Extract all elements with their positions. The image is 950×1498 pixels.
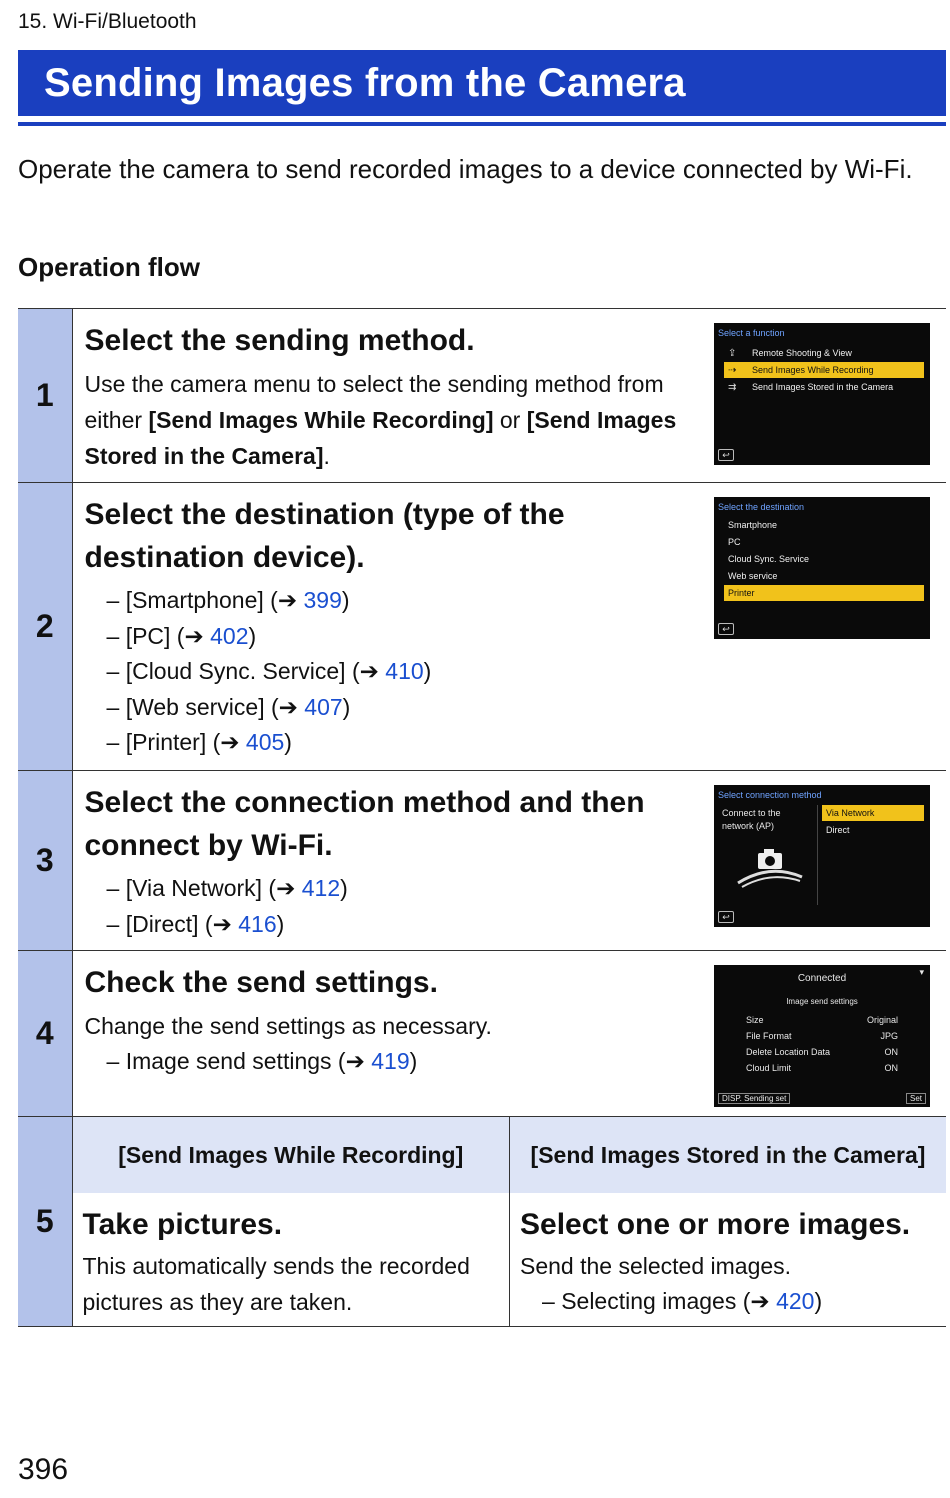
intro-paragraph: Operate the camera to send recorded images to a device connected by Wi-Fi. xyxy=(18,154,913,184)
camera-screen-connection-method xyxy=(714,785,930,927)
camera-screen-select-destination xyxy=(714,497,930,639)
list-item-label: [Via Network] (➔ xyxy=(125,875,302,901)
step-content-1 xyxy=(72,309,714,483)
list-item: – Selecting images (➔ 420) xyxy=(542,1284,934,1320)
setting-value: ON xyxy=(884,1047,898,1057)
remote-icon: ⇪ xyxy=(728,348,737,359)
list-item: – [Printer] (➔ 405) xyxy=(107,725,703,761)
step-title-4: Check the send settings. xyxy=(84,966,438,999)
page-link[interactable]: 399 xyxy=(303,587,342,613)
back-icon: ↩ xyxy=(718,911,734,923)
screen-row: PC xyxy=(728,537,741,547)
operation-flow-heading: Operation flow xyxy=(18,252,200,282)
list-item: – [Cloud Sync. Service] (➔ 410) xyxy=(107,654,703,690)
list-item-label: [Web service] (➔ xyxy=(125,693,305,720)
setting-value: JPG xyxy=(880,1031,898,1041)
step-number-2: 2 xyxy=(18,483,72,771)
screen-row: Cloud Sync. Service xyxy=(728,554,810,564)
screen-settings-list xyxy=(746,1012,898,1076)
setting-value: Original xyxy=(866,1015,898,1025)
step-row-5 xyxy=(18,1117,946,1327)
page-link[interactable]: 405 xyxy=(245,729,285,755)
step-title-1: Select the sending method. xyxy=(84,324,475,357)
title-banner xyxy=(18,50,946,116)
step5-left-column xyxy=(73,1117,510,1326)
list-item-label: Image send settings (➔ xyxy=(125,1048,372,1074)
screen-row: Web service xyxy=(728,571,778,581)
page-link[interactable]: 420 xyxy=(776,1288,815,1314)
list-item: – [Smartphone] (➔ 399) xyxy=(107,583,703,619)
title-underline xyxy=(18,122,946,126)
list-item: – [Via Network] (➔ 412) xyxy=(107,871,703,907)
screen-row-remote xyxy=(724,345,924,361)
step-screenshot-cell-3 xyxy=(714,771,946,951)
list-item: – [Direct] (➔ 416) xyxy=(107,907,703,943)
screen-option-via-network: Via Network xyxy=(822,805,924,821)
step-screenshot-cell-1 xyxy=(714,309,946,483)
setting-row xyxy=(746,1028,898,1044)
setting-row xyxy=(746,1060,898,1076)
send-stored-icon: ⇉ xyxy=(728,382,737,393)
operation-flow-table xyxy=(18,308,946,1327)
step-text-part: Use the camera menu to select the sending method from either xyxy=(84,371,664,433)
step-text-1 xyxy=(85,366,703,474)
step5-split-table xyxy=(73,1117,947,1326)
step-screenshot-cell-2 xyxy=(714,483,946,771)
screen-option-direct: Direct xyxy=(826,825,850,835)
step-text-4: Change the send settings as necessary. xyxy=(84,1013,492,1039)
chapter-label: 15. Wi-Fi/Bluetooth xyxy=(18,10,197,33)
list-item-label: [Printer] (➔ xyxy=(125,729,246,755)
step5-right-text: Send the selected images. xyxy=(520,1253,792,1279)
list-item: – [Web service] (➔ 407) xyxy=(107,690,703,726)
step-number-4: 4 xyxy=(18,951,72,1117)
step5-right-head: [Send Images Stored in the Camera] xyxy=(510,1117,946,1193)
step-content-4 xyxy=(72,951,714,1117)
step-number-5: 5 xyxy=(18,1117,72,1327)
page-number: 396 xyxy=(18,1453,69,1486)
screen-footer-right: Set xyxy=(906,1093,926,1104)
screen-footer-left: DISP. Sending set xyxy=(718,1093,790,1104)
screen-section: Image send settings xyxy=(786,997,858,1006)
setting-key: Delete Location Data xyxy=(746,1047,831,1057)
list-item: – [PC] (➔ 402) xyxy=(107,619,703,655)
step5-right-list xyxy=(520,1284,934,1320)
back-icon: ↩ xyxy=(718,449,734,461)
send-icon: ⇢ xyxy=(728,365,737,376)
screen-row-send-stored xyxy=(724,379,924,395)
screen-header: Select connection method xyxy=(718,790,822,800)
screen-row-label: Send Images While Recording xyxy=(752,365,874,375)
step-row-4 xyxy=(18,951,946,1117)
list-item-label: [Cloud Sync. Service] (➔ xyxy=(125,658,386,684)
list-item-label: [Direct] (➔ xyxy=(125,910,239,937)
step-row-3 xyxy=(18,771,946,951)
screen-row: Smartphone xyxy=(728,520,778,530)
step-number-1: 1 xyxy=(18,309,72,483)
wifi-icon: ▾ xyxy=(919,967,924,977)
setting-key: Size xyxy=(746,1015,764,1025)
page-link[interactable]: 419 xyxy=(371,1048,410,1074)
screen-status: Connected xyxy=(797,973,847,984)
list-item-label: [PC] (➔ xyxy=(125,622,211,649)
list-item: – Image send settings (➔ 419) xyxy=(107,1044,703,1080)
step5-right-body xyxy=(510,1193,946,1326)
step-content-3 xyxy=(72,771,714,951)
screen-row-label: Remote Shooting & View xyxy=(752,348,852,358)
step5-right-title: Select one or more images. xyxy=(520,1208,911,1241)
screen-header: Select the destination xyxy=(718,502,805,512)
step-number-3: 3 xyxy=(18,771,72,951)
destination-list xyxy=(85,583,703,761)
screen-info-panel xyxy=(718,805,818,905)
setting-row xyxy=(746,1012,898,1028)
step-text-part: or xyxy=(493,407,527,433)
step-screenshot-cell-4 xyxy=(714,951,946,1117)
setting-key: Cloud Limit xyxy=(746,1063,792,1073)
menu-term-send-stored: [Send Images Stored in the Camera] xyxy=(84,407,677,469)
screen-row-selected: Printer xyxy=(724,585,924,601)
setting-key: File Format xyxy=(746,1031,792,1041)
camera-screen-select-function xyxy=(714,323,930,465)
setting-row xyxy=(746,1044,898,1060)
setting-value: ON xyxy=(884,1063,898,1073)
back-icon: ↩ xyxy=(718,623,734,635)
step5-left-title: Take pictures. xyxy=(82,1208,283,1241)
step-row-2 xyxy=(18,483,946,771)
page-link[interactable]: 412 xyxy=(301,875,341,901)
step5-left-text: This automatically sends the recorded pictures as they are taken. xyxy=(82,1253,470,1315)
page-link[interactable]: 410 xyxy=(385,658,424,684)
step5-left-body xyxy=(73,1193,510,1326)
step-row-1 xyxy=(18,309,946,483)
camera-wifi-icon xyxy=(728,843,812,895)
menu-term-send-while-recording: [Send Images While Recording] xyxy=(148,407,494,433)
list-item-label: [Smartphone] (➔ xyxy=(125,587,304,613)
connection-method-list xyxy=(85,871,703,942)
page-title: Sending Images from the Camera xyxy=(44,61,686,105)
screen-info-text: Connect to the network (AP) xyxy=(722,808,781,831)
page-link[interactable]: 402 xyxy=(210,622,249,649)
step-title-2: Select the destination (type of the destination device). xyxy=(84,498,565,574)
step-text-part: . xyxy=(323,443,330,469)
step5-right-column xyxy=(510,1117,947,1326)
camera-screen-send-settings xyxy=(714,965,930,1107)
page-link[interactable]: 416 xyxy=(238,910,277,937)
step-title-3: Select the connection method and then connect by Wi-Fi. xyxy=(84,786,645,862)
step-content-2 xyxy=(72,483,714,771)
page-link[interactable]: 407 xyxy=(304,693,343,720)
step-content-5 xyxy=(72,1117,946,1327)
send-settings-list xyxy=(85,1044,703,1080)
step5-left-head: [Send Images While Recording] xyxy=(73,1117,510,1193)
list-item-label: Selecting images (➔ xyxy=(561,1288,777,1314)
screen-header: Select a function xyxy=(718,328,785,338)
screen-row-label: Send Images Stored in the Camera xyxy=(752,382,894,392)
screen-row-send-while-recording xyxy=(724,362,924,378)
